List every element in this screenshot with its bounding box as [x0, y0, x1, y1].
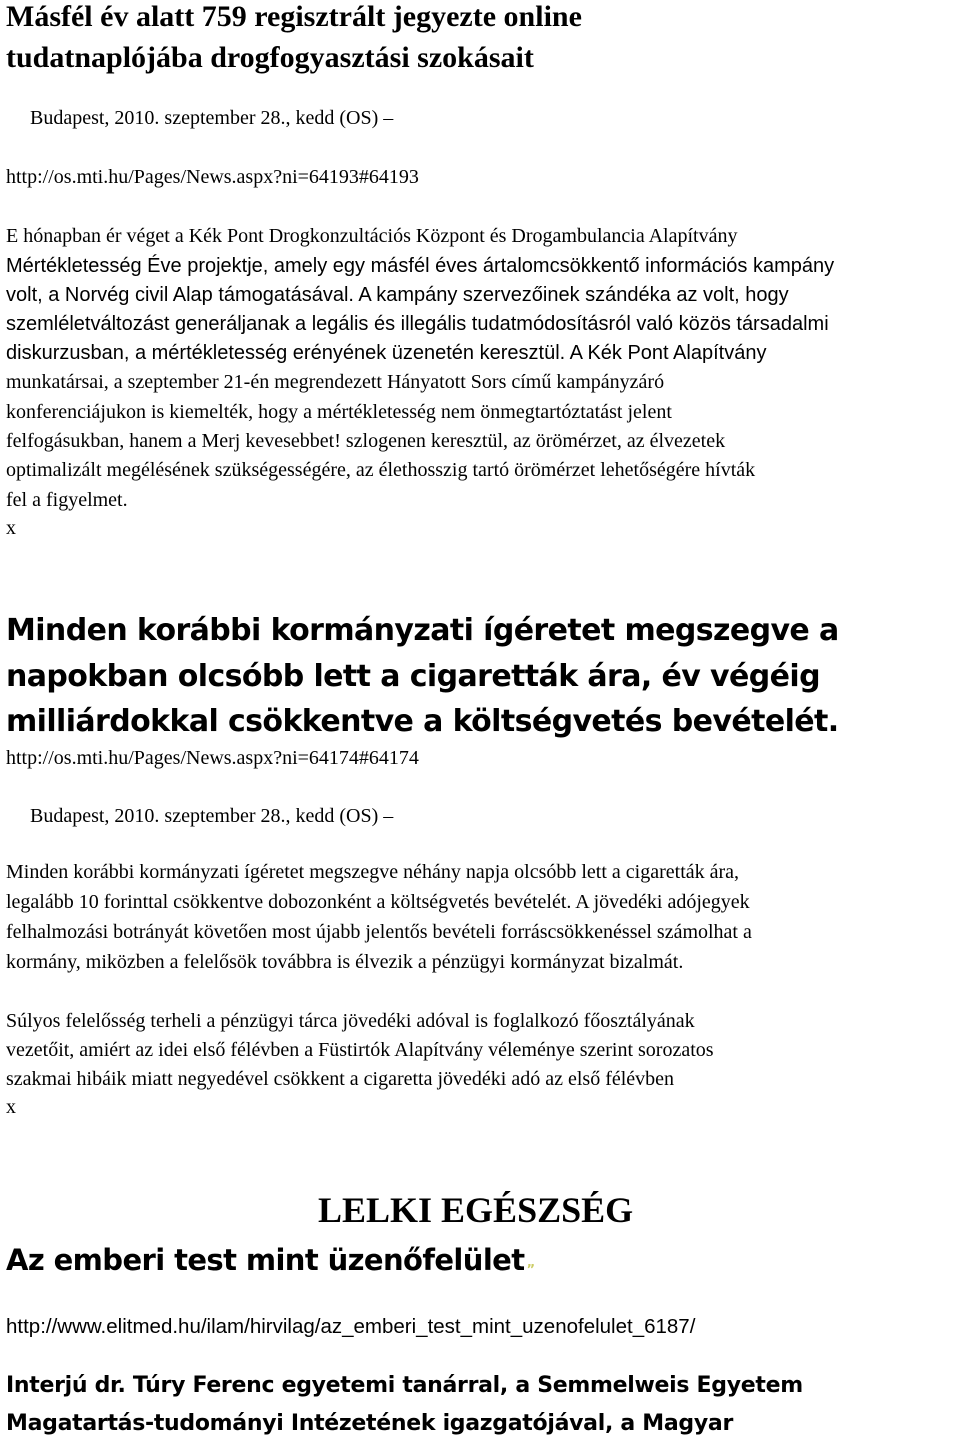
section-heading: LELKI EGÉSZSÉG [318, 1190, 634, 1230]
article1-body-line: E hónapban ér véget a Kék Pont Drogkonzultációs Központ és Drogambulancia Alapítvány [6, 225, 738, 247]
article2-paragraph2-line: vezetőit, amiért az idei első félévben a Füstirtók Alapítvány véleménye szerint sorozatos [6, 1039, 714, 1061]
article3-intro-line: Interjú dr. Túry Ferenc egyetemi tanárral, a Semmelweis Egyetem [6, 1373, 803, 1398]
article3-url-link[interactable]: http://www.elitmed.hu/ilam/hirvilag/az_emberi_test_mint_uzenofelulet_6187/ [6, 1315, 696, 1338]
article2-dateline: Budapest, 2010. szeptember 28., kedd (OS) – [30, 805, 394, 827]
article2-end-mark: x [6, 1096, 16, 1118]
article1-body-line: Mértékletesség Éve projektje, amely egy másfél éves ártalomcsökkentő információs kampány [6, 255, 835, 277]
article2-paragraph1-line: Minden korábbi kormányzati ígéretet megszegve néhány napja olcsóbb lett a cigaretták ára, [6, 861, 740, 883]
article1-end-mark: x [6, 517, 16, 539]
article1-dateline: Budapest, 2010. szeptember 28., kedd (OS) – [30, 107, 394, 129]
article1-body-line: szemléletváltozást generáljanak a legális és illegális tudatmódosításról való közös társadalmi [6, 313, 829, 335]
article3-title-quote-mark: ” [526, 1263, 535, 1278]
article2-paragraph1-line: legalább 10 forinttal csökkentve dobozonként a költségvetés bevételét. A jövedéki adójegyek [6, 891, 750, 913]
article3-intro-line: Magatartás-tudományi Intézetének igazgatójával, a Magyar [6, 1411, 733, 1436]
article2-paragraph2-line: szakmai hibáik miatt negyedével csökkent a cigaretta jövedéki adó az első félévben [6, 1068, 675, 1090]
article3-title [6, 1236, 534, 1295]
article1-body-line: diskurzusban, a mértékletesség erényének üzenetén keresztül. A Kék Pont Alapítvány [6, 342, 767, 364]
article2-paragraph1-line: felhalmozási botrányát követően most újabb jelentős bevételi forráscsökkenéssel számolhat a [6, 921, 752, 943]
article1-body-line: munkatársai, a szeptember 21-én megrendezett Hányatott Sors című kampányzáró [6, 371, 665, 393]
article1-url-link[interactable]: http://os.mti.hu/Pages/News.aspx?ni=64193#64193 [6, 166, 419, 188]
article1-title-line-1: Másfél év alatt 759 regisztrált jegyezte online [6, 0, 582, 33]
article1-body-line: fel a figyelmet. [6, 489, 128, 511]
article2-title-line-1: Minden korábbi kormányzati ígéretet megszegve a [6, 613, 839, 648]
article2-paragraph2-line: Súlyos felelősség terheli a pénzügyi tárca jövedéki adóval is foglalkozó főosztályának [6, 1010, 695, 1032]
article1-body-line: konferenciájukon is kiemelték, hogy a mértékletesség nem önmegtartóztatást jelent [6, 401, 672, 423]
article1-body-line: felfogásukban, hanem a Merj kevesebbet! szlogenen keresztül, az örömérzet, az élvezetek [6, 430, 726, 452]
article2-url-link[interactable]: http://os.mti.hu/Pages/News.aspx?ni=64174#64174 [6, 747, 419, 769]
article1-body-line: optimalizált megélésének szükségességére, az élethosszig tartó örömérzet lehetőségére hívták [6, 459, 756, 481]
article2-title-line-2: napokban olcsóbb lett a cigaretták ára, év végéig [6, 659, 820, 694]
article2-paragraph1-line: kormány, miközben a felelősök továbbra is élvezik a pénzügyi kormányzat bizalmát. [6, 951, 684, 973]
article1-title-line-2: tudatnaplójába drogfogyasztási szokásait [6, 41, 534, 74]
article3-title-text: Az emberi test mint üzenőfelület [6, 1243, 525, 1277]
article2-title-line-3: milliárdokkal csökkentve a költségvetés bevételét. [6, 704, 839, 739]
article1-body-line: volt, a Norvég civil Alap támogatásával. A kampány szervezőinek szándéka az volt, hogy [6, 284, 789, 306]
